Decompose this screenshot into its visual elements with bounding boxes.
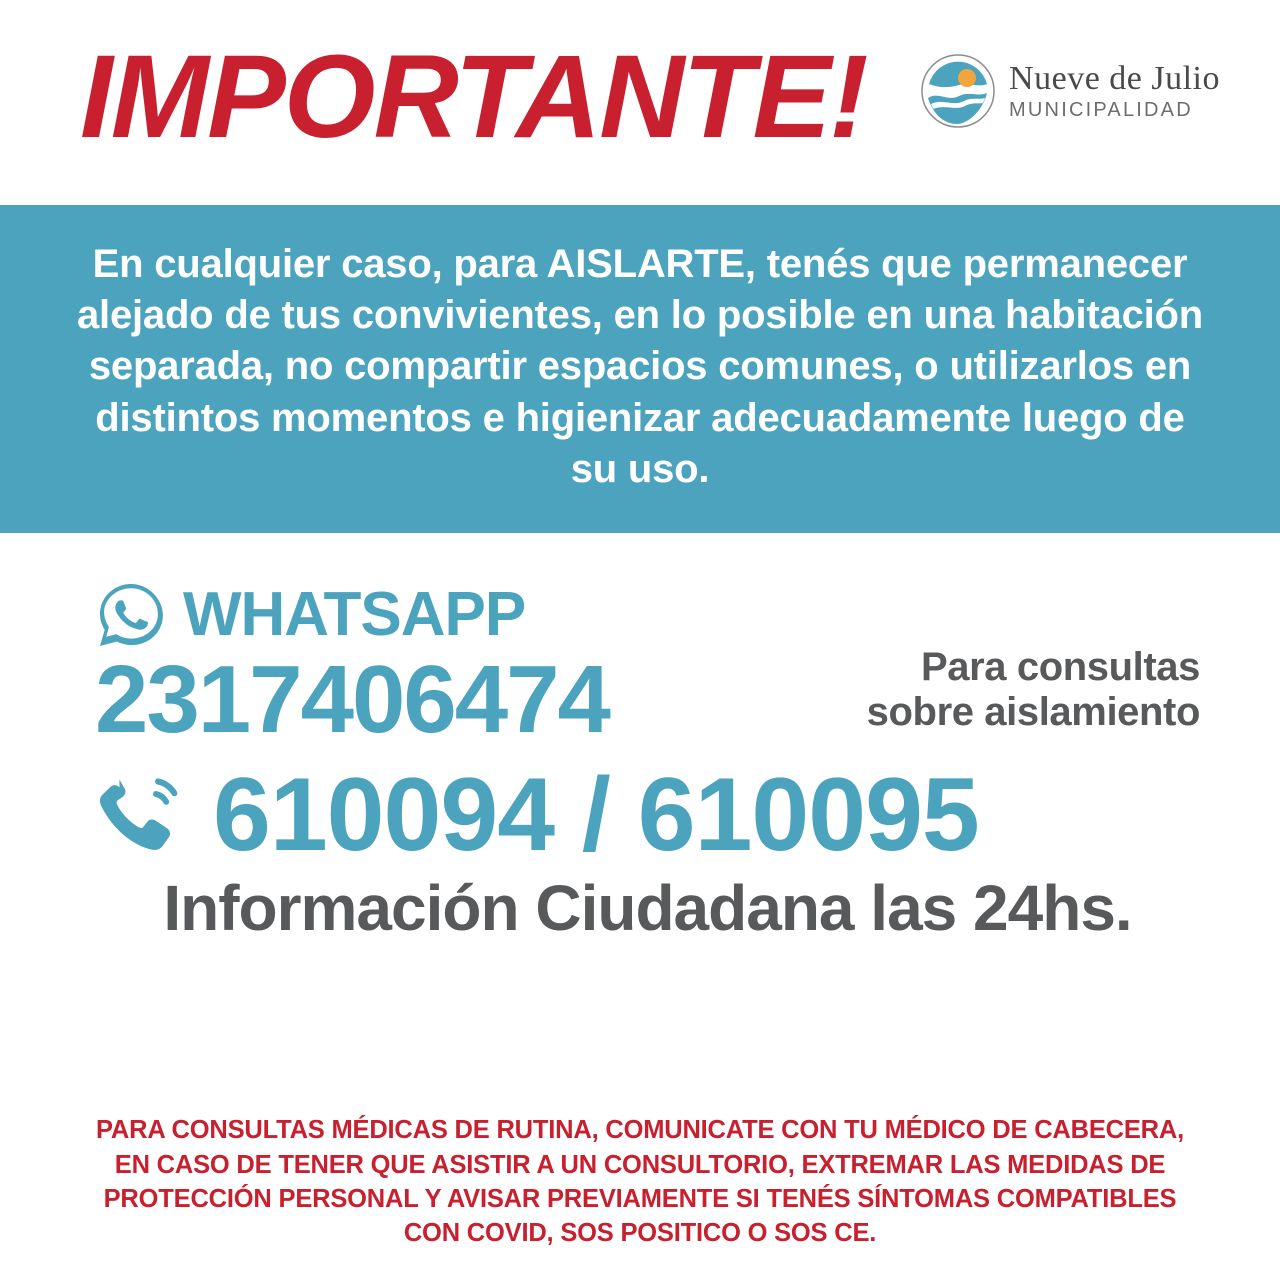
info-line: Información Ciudadana las 24hs.	[163, 871, 1132, 944]
whatsapp-label: WHATSAPP	[183, 579, 526, 649]
footer-line-4: CON COVID, SOS POSITICO O SOS CE.	[403, 1218, 877, 1247]
consult-note-line2: sobre aislamiento	[866, 689, 1200, 734]
phone-row	[95, 756, 1200, 873]
consult-note	[867, 645, 1200, 749]
phone-ringing-icon	[95, 773, 187, 857]
logo-subtitle: MUNICIPALIDAD	[1009, 98, 1193, 121]
consult-note-line1: Para consultas	[921, 644, 1200, 689]
footer-note	[0, 1113, 1280, 1250]
municipality-logo	[921, 54, 1220, 128]
page-title: IMPORTANTE!	[80, 30, 867, 163]
whatsapp-number: 2317406474	[95, 645, 609, 753]
whatsapp-number-row	[95, 644, 1200, 753]
municipality-emblem-icon	[921, 54, 995, 128]
footer-line-2: EN CASO DE TENER QUE ASISTIR A UN CONSULTORIO, EXTREMAR LAS MEDIDAS DE	[114, 1150, 1166, 1179]
notice-band	[0, 205, 1280, 533]
logo-title: Nueve de Julio	[1009, 59, 1220, 97]
logo-text	[1009, 59, 1220, 121]
footer-line-1: PARA CONSULTAS MÉDICAS DE RUTINA, COMUNICATE CON TU MÉDICO DE CABECERA,	[96, 1116, 1184, 1145]
whatsapp-icon	[95, 579, 167, 651]
notice-text: En cualquier caso, para AISLARTE, tenés que permanecer alejado de tus convivientes, en lo posible en una habitación separada, no compartir espacios comunes, o utilizarlos en distintos momentos e higienizar adecuadamente luego de su uso.	[76, 242, 1204, 491]
whatsapp-row	[95, 579, 1200, 651]
phone-numbers: 610094 / 610095	[213, 756, 979, 873]
header	[0, 0, 1280, 205]
contact-section	[0, 533, 1280, 942]
footer-line-3: PROTECCIÓN PERSONAL Y AVISAR PREVIAMENTE SI TENÉS SÍNTOMAS COMPATIBLES	[103, 1184, 1177, 1213]
